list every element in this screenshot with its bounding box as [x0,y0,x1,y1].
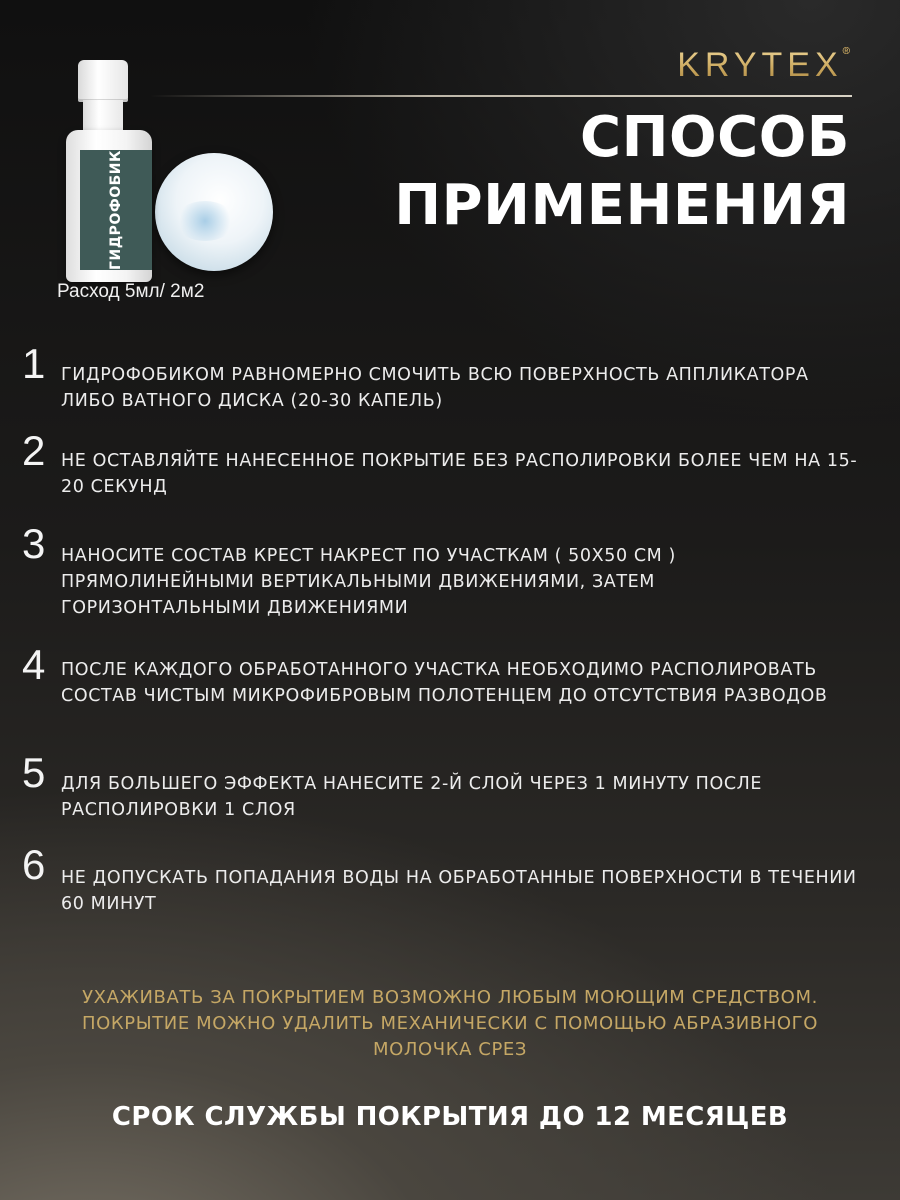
step-text: НАНОСИТЕ СОСТАВ КРЕСТ НАКРЕСТ ПО УЧАСТКАМ ( 50Х50 СМ ) ПРЯМОЛИНЕЙНЫМИ ВЕРТИКАЛЬНЫМИ ДВИЖЕНИЯМИ, ЗАТЕМ ГОРИЗОНТАЛЬНЫМИ ДВИЖЕНИЯМИ [61,546,676,618]
brand-logo [677,46,850,85]
page-title-line-1: СПОСОБ [580,105,850,170]
page-title [394,104,850,240]
bottle-cap [78,60,128,102]
product-image [50,55,280,285]
step-number: 3 [22,520,46,567]
consumption-caption: Расход 5мл/ 2м2 [57,281,205,302]
care-note: УХАЖИВАТЬ ЗА ПОКРЫТИЕМ ВОЗМОЖНО ЛЮБЫМ МОЮЩИМ СРЕДСТВОМ. ПОКРЫТИЕ МОЖНО УДАЛИТЬ МЕХАНИЧЕСКИ С ПОМОЩЬЮ АБРАЗИВНОГО МОЛОЧКА СРЕЗ [81,987,818,1060]
bottle-body [66,130,152,282]
step-text: ГИДРОФОБИКОМ РАВНОМЕРНО СМОЧИТЬ ВСЮ ПОВЕРХНОСТЬ АППЛИКАТОРА ЛИБО ВАТНОГО ДИСКА (20-30 КАПЕЛЬ) [61,365,809,411]
step-number: 4 [22,641,46,688]
cotton-pad-icon [155,153,273,271]
bottle-label [80,150,152,270]
step-number: 6 [22,841,46,888]
step-text: НЕ ДОПУСКАТЬ ПОПАДАНИЯ ВОДЫ НА ОБРАБОТАННЫЕ ПОВЕРХНОСТИ В ТЕЧЕНИИ 60 МИНУТ [61,868,857,914]
brand-name: KRYTEX [677,46,843,84]
step-text: НЕ ОСТАВЛЯЙТЕ НАНЕСЕННОЕ ПОКРЫТИЕ БЕЗ РАСПОЛИРОВКИ БОЛЕЕ ЧЕМ НА 15-20 СЕКУНД [61,451,858,497]
registered-mark: ® [842,46,850,57]
bottle-neck [83,100,123,132]
bottle-label-text: ГИДРОФОБИК [108,150,125,270]
service-life-heading: СРОК СЛУЖБЫ ПОКРЫТИЯ ДО 12 МЕСЯЦЕВ [111,1102,789,1132]
page-title-line-2: ПРИМЕНЕНИЯ [394,173,850,238]
step-text: ДЛЯ БОЛЬШЕГО ЭФФЕКТА НАНЕСИТЕ 2-Й СЛОЙ ЧЕРЕЗ 1 МИНУТУ ПОСЛЕ РАСПОЛИРОВКИ 1 СЛОЯ [61,774,763,820]
step-number: 2 [22,427,46,474]
step-text: ПОСЛЕ КАЖДОГО ОБРАБОТАННОГО УЧАСТКА НЕОБХОДИМО РАСПОЛИРОВАТЬ СОСТАВ ЧИСТЫМ МИКРОФИБРОВЫМ ПОЛОТЕНЦЕМ ДО ОТСУТСТВИЯ РАЗВОДОВ [61,660,828,706]
step-number: 5 [22,749,46,796]
step-number: 1 [22,340,46,387]
header-divider [150,95,852,97]
